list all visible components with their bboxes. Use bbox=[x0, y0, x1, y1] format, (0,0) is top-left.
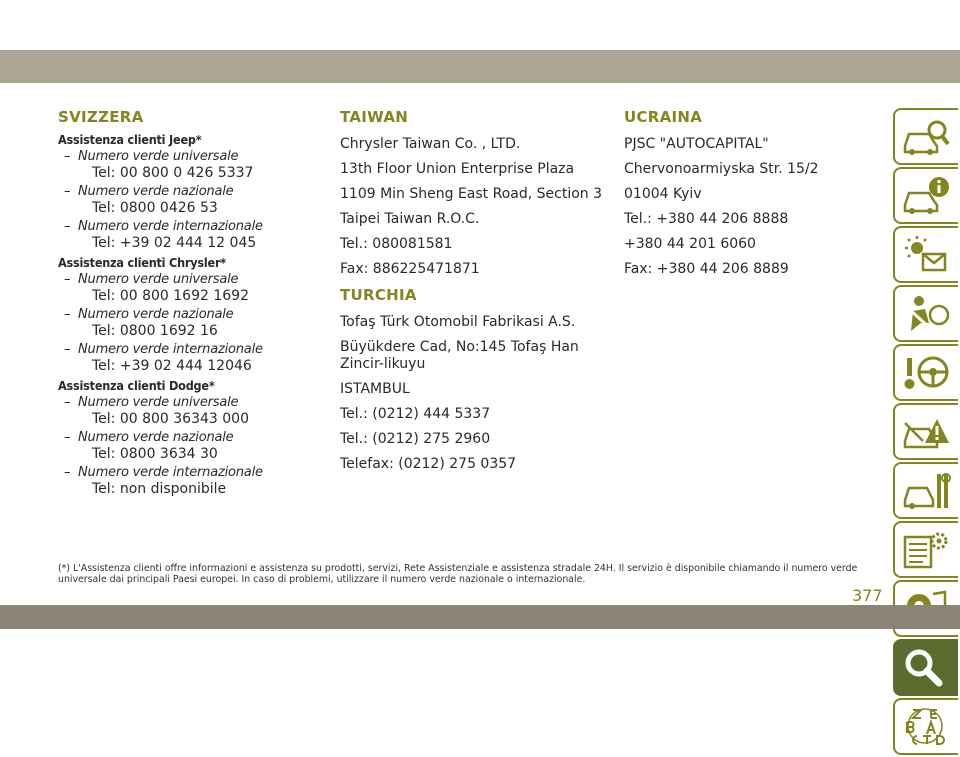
entry-value: Tel: 0800 0426 53 bbox=[92, 200, 218, 216]
entry-label: – Numero verde internazionale bbox=[64, 342, 263, 357]
column-ucraina bbox=[624, 108, 879, 286]
phone-line: Tel.: 080081581 bbox=[340, 236, 453, 252]
chapter-tabs bbox=[893, 108, 960, 757]
address-line: 01004 Kyiv bbox=[624, 186, 702, 202]
tab-seatbelt-airbag[interactable] bbox=[893, 285, 958, 342]
footer-band bbox=[0, 605, 960, 629]
address-line: Tofaş Türk Otomobil Fabrikasi A.S. bbox=[340, 314, 576, 330]
entry-value: Tel: +39 02 444 12 045 bbox=[92, 235, 257, 251]
entry-value: Tel: non disponibile bbox=[92, 481, 227, 497]
tab-steering-wheel[interactable] bbox=[893, 344, 958, 401]
section-title-taiwan: TAIWAN bbox=[340, 108, 409, 126]
dashboard-lights-icon bbox=[901, 234, 951, 276]
entry-label: – Numero verde nazionale bbox=[64, 307, 234, 322]
entry-label: – Numero verde internazionale bbox=[64, 465, 263, 480]
tab-car-search[interactable] bbox=[893, 108, 958, 165]
address-line: 1109 Min Sheng East Road, Section 3 bbox=[340, 186, 603, 202]
car-search-icon bbox=[901, 116, 951, 158]
group-title: Assistenza clienti Chrysler* bbox=[58, 255, 226, 270]
entry-label: – Numero verde internazionale bbox=[64, 219, 263, 234]
group-title: Assistenza clienti Dodge* bbox=[58, 378, 215, 393]
footnote: (*) L'Assistenza clienti offre informazioni e assistenza su prodotti, servizi, Rete Assistenziale e assistenza stradale 24H. Il servizio è disponibile chiamando il numero verde universale dai principali Paesi europei. In caso di problemi, utilizzare il numero verde nazionale o internazionale. bbox=[58, 563, 858, 585]
entry-label: – Numero verde nazionale bbox=[64, 430, 234, 445]
car-info-icon bbox=[901, 175, 951, 217]
phone-line: Tel.: +380 44 206 8888 bbox=[624, 211, 789, 227]
address-line: PJSC "AUTOCAPITAL" bbox=[624, 136, 769, 152]
tab-car-info[interactable] bbox=[893, 167, 958, 224]
tab-car-tools[interactable] bbox=[893, 462, 958, 519]
entry-label: – Numero verde universale bbox=[64, 395, 239, 410]
address-line: Taipei Taiwan R.O.C. bbox=[340, 211, 480, 227]
section-title-turchia: TURCHIA bbox=[340, 286, 417, 304]
address-line: Chrysler Taiwan Co. , LTD. bbox=[340, 136, 521, 152]
fax-line: Fax: +380 44 206 8889 bbox=[624, 261, 789, 277]
entry-value: Tel: 00 800 1692 1692 bbox=[92, 288, 249, 304]
tab-car-warning[interactable] bbox=[893, 403, 958, 460]
group-jeep bbox=[58, 132, 318, 251]
fax-line: Fax: 886225471871 bbox=[340, 261, 480, 277]
address-line: Büyükdere Cad, No:145 Tofaş Han Zincir-likuyu bbox=[340, 339, 579, 372]
car-tools-icon bbox=[901, 470, 951, 512]
steering-wheel-icon bbox=[901, 352, 951, 394]
entry-label: – Numero verde universale bbox=[64, 272, 239, 287]
tab-dashboard-lights[interactable] bbox=[893, 226, 958, 283]
car-warning-icon bbox=[901, 411, 951, 453]
entry-value: Tel: 0800 3634 30 bbox=[92, 446, 218, 462]
column-taiwan-turchia bbox=[340, 108, 605, 481]
tab-alphabetical-index[interactable] bbox=[893, 698, 958, 755]
address-line: ISTAMBUL bbox=[340, 381, 410, 397]
address-line: Chervonoarmiyska Str. 15/2 bbox=[624, 161, 819, 177]
entry-label: – Numero verde nazionale bbox=[64, 184, 234, 199]
tab-specifications[interactable] bbox=[893, 521, 958, 578]
phone-line: Tel.: (0212) 275 2960 bbox=[340, 431, 491, 447]
group-title: Assistenza clienti Jeep* bbox=[58, 132, 202, 147]
page-number: 377 bbox=[852, 586, 883, 605]
section-title-svizzera: SVIZZERA bbox=[58, 108, 144, 126]
entry-value: Tel: 0800 1692 16 bbox=[92, 323, 218, 339]
entry-value: Tel: 00 800 36343 000 bbox=[92, 411, 249, 427]
phone-line: Tel.: (0212) 444 5337 bbox=[340, 406, 491, 422]
section-title-ucraina: UCRAINA bbox=[624, 108, 703, 126]
search-icon bbox=[901, 647, 951, 689]
group-dodge bbox=[58, 378, 318, 497]
phone-line: +380 44 201 6060 bbox=[624, 236, 756, 252]
entry-value: Tel: +39 02 444 12046 bbox=[92, 358, 252, 374]
address-line: 13th Floor Union Enterprise Plaza bbox=[340, 161, 575, 177]
seatbelt-airbag-icon bbox=[901, 293, 951, 335]
entry-label: – Numero verde universale bbox=[64, 149, 239, 164]
tab-search[interactable] bbox=[893, 639, 958, 696]
header-band bbox=[0, 50, 960, 83]
alphabetical-index-icon bbox=[901, 706, 951, 748]
fax-line: Telefax: (0212) 275 0357 bbox=[340, 456, 517, 472]
entry-value: Tel: 00 800 0 426 5337 bbox=[92, 165, 254, 181]
column-svizzera bbox=[58, 108, 318, 500]
specifications-icon bbox=[901, 529, 951, 571]
group-chrysler bbox=[58, 255, 318, 374]
